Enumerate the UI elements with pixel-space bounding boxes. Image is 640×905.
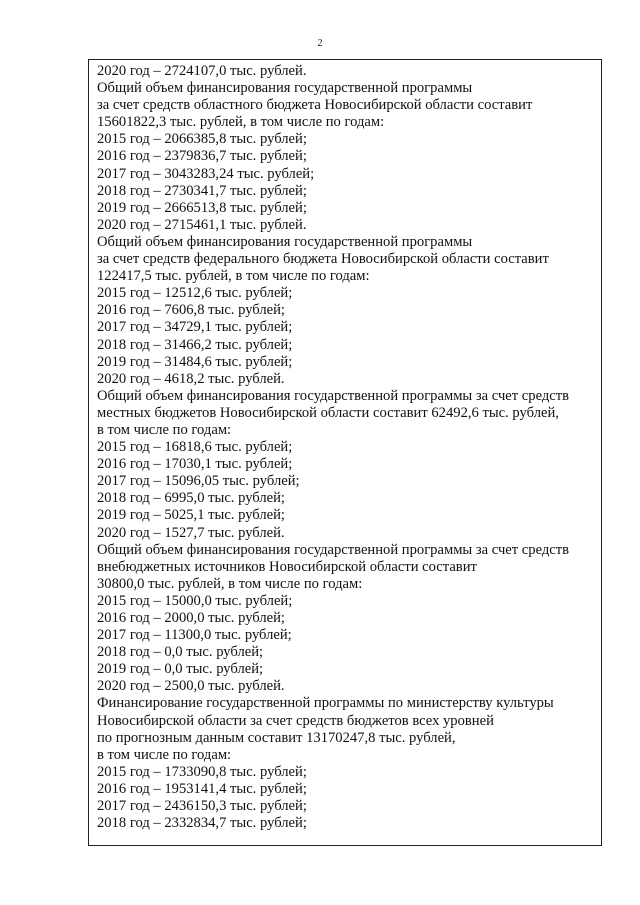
text-line: Общий объем финансирования государственной программы за счет средств [97,387,570,404]
text-line: 2015 год – 1733090,8 тыс. рублей; [97,763,307,780]
text-line: 2017 год – 11300,0 тыс. рублей; [97,627,292,644]
text-line: 2020 год – 4618,2 тыс. рублей. [97,370,285,387]
text-line: 2017 год – 3043283,24 тыс. рублей; [97,165,315,182]
text-line: 30800,0 тыс. рублей, в том числе по годам: [97,575,363,592]
text-line: 2019 год – 31484,6 тыс. рублей; [97,353,293,370]
text-line: Общий объем финансирования государственной программы [97,80,473,97]
text-line: 2020 год – 1527,7 тыс. рублей. [97,524,285,541]
text-line: 2018 год – 31466,2 тыс. рублей; [97,336,293,353]
text-line: 2016 год – 17030,1 тыс. рублей; [97,456,293,473]
text-line: местных бюджетов Новосибирской области составит 62492,6 тыс. рублей, [97,404,559,421]
text-line: 2020 год – 2724107,0 тыс. рублей. [97,63,307,79]
text-line: 2020 год – 2500,0 тыс. рублей. [97,678,285,695]
text-line: 15601822,3 тыс. рублей, в том числе по годам: [97,114,385,131]
text-line: 2017 год – 34729,1 тыс. рублей; [97,319,293,336]
text-line: по прогнозным данным составит 13170247,8 тыс. рублей, [97,729,456,746]
text-line: 2015 год – 16818,6 тыс. рублей; [97,439,293,456]
text-line: 2015 год – 12512,6 тыс. рублей; [97,285,293,302]
text-line: Финансирование государственной программы по министерству культуры [97,695,554,712]
text-line: 2019 год – 0,0 тыс. рублей; [97,661,264,678]
text-line: за счет средств областного бюджета Новосибирской области составит [97,97,533,114]
text-line: 2019 год – 5025,1 тыс. рублей; [97,507,285,524]
text-line: 2015 год – 2066385,8 тыс. рублей; [97,131,307,148]
text-line: 2018 год – 6995,0 тыс. рублей; [97,490,285,507]
text-line: 2015 год – 15000,0 тыс. рублей; [97,592,293,609]
text-line: 2020 год – 2715461,1 тыс. рублей. [97,216,307,233]
text-line: 2018 год – 0,0 тыс. рублей; [97,644,264,661]
text-line: 2018 год – 2730341,7 тыс. рублей; [97,182,307,199]
text-line: 2016 год – 7606,8 тыс. рублей; [97,302,285,319]
text-line: 2016 год – 2000,0 тыс. рублей; [97,610,285,626]
text-line: 122417,5 тыс. рублей, в том числе по годам: [97,268,370,285]
text-line: в том числе по годам: [97,421,232,438]
text-frame [88,59,602,846]
text-line: за счет средств федерального бюджета Новосибирской области составит [97,251,549,268]
text-line: 2016 год – 1953141,4 тыс. рублей; [97,780,307,797]
text-line: 2017 год – 2436150,3 тыс. рублей; [97,798,307,815]
text-line: 2016 год – 2379836,7 тыс. рублей; [97,148,307,165]
text-line: Новосибирской области за счет средств бюджетов всех уровней [97,712,494,729]
page-number: 2 [317,38,323,49]
text-line: в том числе по годам: [97,746,232,763]
text-line: 2019 год – 2666513,8 тыс. рублей; [97,199,307,216]
text-line: 2017 год – 15096,05 тыс. рублей; [97,473,300,490]
text-line: Общий объем финансирования государственной программы за счет средств [97,541,570,558]
text-line: Общий объем финансирования государственной программы [97,233,473,250]
text-line: внебюджетных источников Новосибирской области составит [97,558,477,575]
text-line: 2018 год – 2332834,7 тыс. рублей; [97,815,307,832]
